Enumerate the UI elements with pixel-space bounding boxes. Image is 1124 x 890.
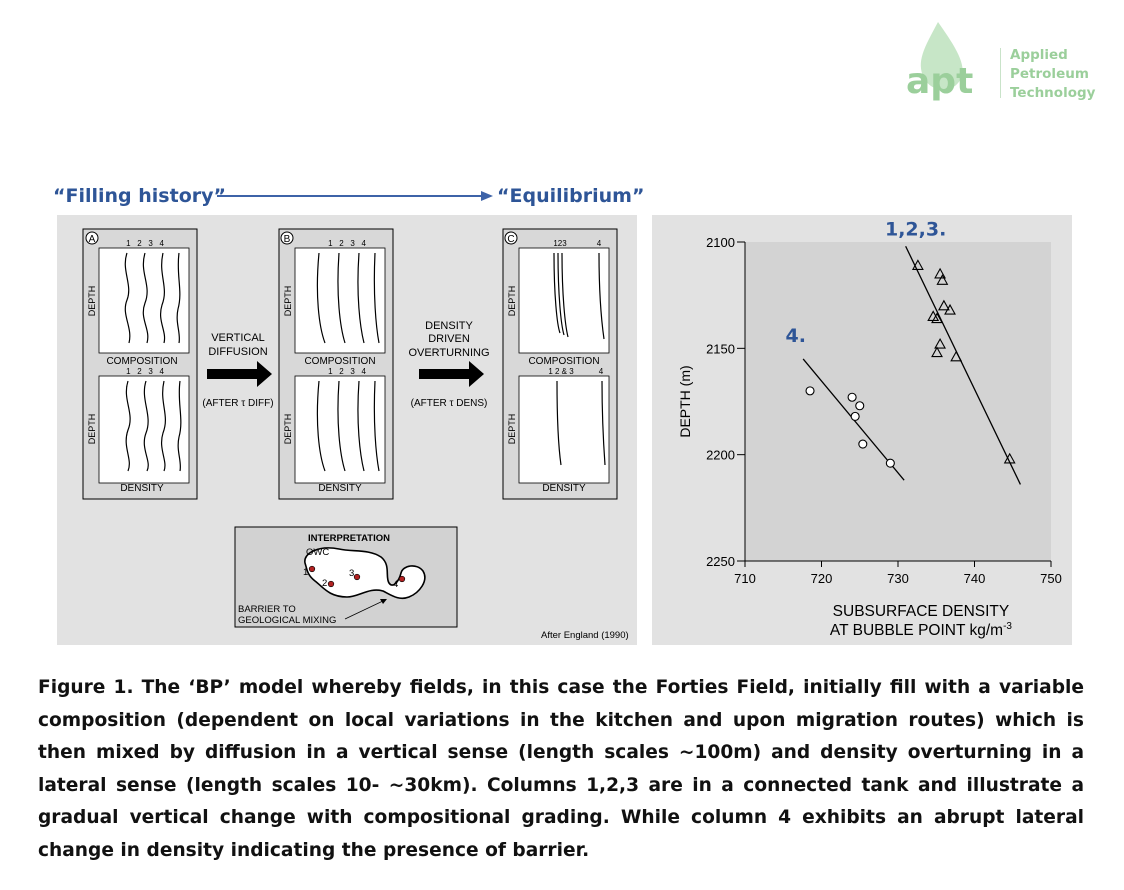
overturning-arrow [408, 320, 489, 409]
panel-c-top-ticks-right: 4 [596, 239, 602, 248]
equilibrium-label: “Equilibrium” [497, 185, 645, 207]
x-axis-title-line-1: SUBSURFACE DENSITY [832, 603, 1010, 620]
panel-c [503, 229, 617, 499]
overturning-time-note: (AFTER τ DENS) [410, 398, 488, 409]
x-axis-title-line-2-text: AT BUBBLE POINT kg/m [829, 622, 1004, 639]
plot-area [745, 242, 1051, 561]
conceptual-model-panel [57, 215, 637, 645]
circle-point [859, 440, 867, 448]
logo-mark-text: apt [906, 61, 974, 102]
y-tick-label: 2200 [706, 447, 735, 463]
panel-a-letter: A [88, 234, 96, 245]
filling-history-label: “Filling history” [53, 185, 226, 207]
circle-point [851, 412, 859, 420]
barrier-label-line-2: GEOLOGICAL MIXING [238, 615, 337, 626]
panel-c-bottom-axis: DEPTH [507, 413, 517, 445]
diffusion-arrow [202, 332, 273, 409]
density-depth-chart [652, 215, 1072, 645]
circle-point [806, 387, 814, 395]
panel-a-top-axis: DEPTH [87, 285, 97, 317]
point-4-label: 4 [393, 579, 399, 590]
x-tick-label: 710 [734, 571, 756, 586]
history-arrow [215, 188, 495, 204]
x-tick-label: 740 [963, 571, 986, 586]
logo-divider [1000, 48, 1001, 98]
series-label-4: 4. [785, 324, 806, 347]
x-tick-label: 720 [810, 571, 833, 586]
overturning-line-2: DRIVEN [428, 333, 470, 345]
panel-a [83, 229, 197, 499]
panel-a-density-label: DENSITY [120, 483, 164, 494]
panel-c-mid-ticks-right: 4 [598, 367, 604, 376]
interpretation-box [235, 527, 457, 627]
x-axis-unit-exponent: -3 [1003, 621, 1012, 632]
diffusion-line-1: VERTICAL [211, 332, 265, 344]
overturning-line-3: OVERTURNING [408, 347, 490, 359]
circle-point [886, 459, 894, 467]
panel-c-composition-label: COMPOSITION [528, 356, 600, 367]
panel-c-mid-ticks-left: 1 2 & 3 [548, 367, 574, 376]
point-3-marker [354, 574, 360, 580]
panel-b-mid-ticks: 1 2 3 4 [328, 367, 366, 376]
x-axis-title-line-2 [830, 621, 1012, 639]
circle-point [856, 402, 864, 410]
panel-b [279, 229, 393, 499]
diffusion-line-2: DIFFUSION [208, 346, 268, 358]
panel-b-bottom-axis: DEPTH [283, 413, 293, 445]
x-tick-label: 730 [887, 571, 909, 586]
series-label-123: 1,2,3. [884, 218, 947, 241]
panel-a-top-ticks: 1 2 3 4 [126, 239, 164, 248]
point-4-marker [399, 576, 405, 582]
panel-b-letter: B [283, 234, 291, 245]
owc-label: OWC [306, 547, 330, 558]
panel-a-composition-label: COMPOSITION [106, 356, 178, 367]
panel-c-top-axis: DEPTH [507, 285, 517, 317]
panel-b-top-axis: DEPTH [283, 285, 293, 317]
panel-b-top-ticks: 1 2 3 4 [328, 239, 366, 248]
panel-c-density-label: DENSITY [542, 483, 586, 494]
point-2-marker [328, 581, 334, 587]
source-credit: After England (1990) [541, 630, 629, 641]
x-tick-label: 750 [1040, 571, 1062, 586]
panel-b-density-label: DENSITY [318, 483, 362, 494]
y-axis-title: DEPTH (m) [677, 365, 693, 438]
point-2-label: 2 [322, 578, 328, 589]
point-1-label: 1 [303, 567, 309, 578]
point-1-marker [309, 566, 315, 572]
panel-c-top-ticks-left: 123 [553, 239, 567, 248]
figure-caption: Figure 1. The ‘BP’ model whereby fields, in this case the Forties Field, initially fill with a variable composition (dependent on local variations in the kitchen and upon migration routes) which is then mixed by diffusion in a vertical sense (length scales ~100m) and density overturning in a lateral sense (length scales 10- ~30km). Columns 1,2,3 are in a connected tank and illustrate a gradual vertical change with compositional grading. While column 4 exhibits an abrupt lateral change in density indicating the presence of barrier. [38, 677, 1084, 861]
diffusion-time-note: (AFTER τ DIFF) [202, 398, 274, 409]
interpretation-title: INTERPRETATION [308, 533, 390, 544]
panel-a-mid-ticks: 1 2 3 4 [126, 367, 164, 376]
panel-b-composition-label: COMPOSITION [304, 356, 376, 367]
point-3-label: 3 [349, 568, 355, 579]
y-tick-label: 2100 [706, 235, 735, 250]
apt-logo-mark [902, 18, 1002, 110]
panel-c-letter: C [507, 234, 515, 245]
circle-point [848, 393, 856, 401]
overturning-line-1: DENSITY [425, 320, 473, 332]
logo-line-1: Applied [1010, 47, 1068, 63]
y-tick-label: 2150 [706, 341, 735, 357]
barrier-label-line-1: BARRIER TO [238, 604, 296, 615]
apt-logo [902, 18, 1102, 110]
logo-line-2: Petroleum [1010, 66, 1089, 82]
logo-line-3: Technology [1010, 85, 1096, 101]
y-tick-label: 2250 [706, 554, 735, 569]
panel-a-bottom-axis: DEPTH [87, 413, 97, 445]
